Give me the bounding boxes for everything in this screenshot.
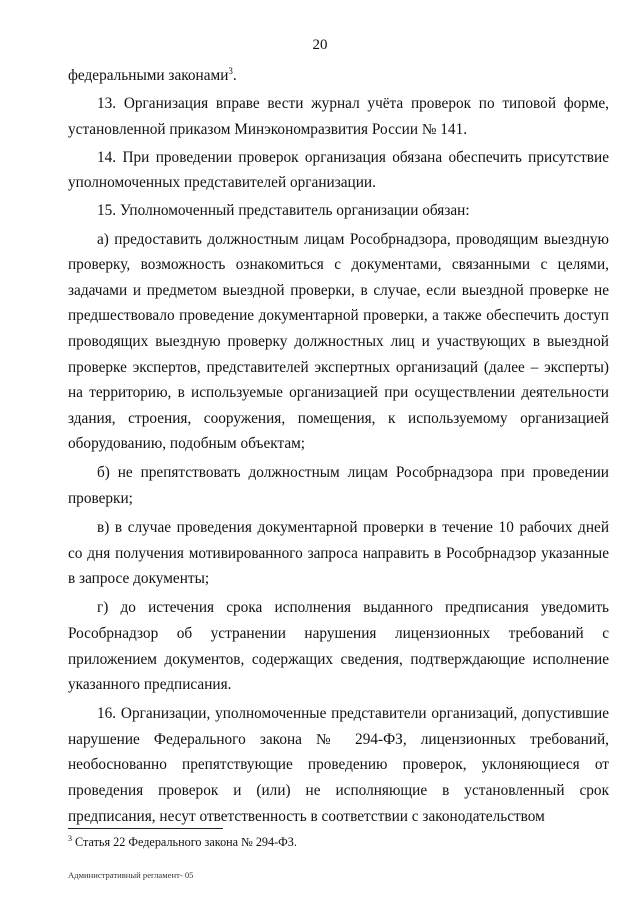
footnote-divider: [68, 828, 223, 829]
document-body: [68, 63, 609, 829]
paragraph-15d: г) до истечения срока исполнения выданного предписания уведомить Рособрнадзор об устранении нарушения лицензионных требований с приложением документов, содержащих сведения, подтверждающие исполнение указанного предписания.: [68, 599, 609, 694]
document-footer: Административный регламент- 05: [68, 870, 194, 880]
paragraph-16: 16. Организации, уполномоченные представители организаций, допустившие нарушение Федерального закона № 294-ФЗ, лицензионных требований, необоснованно препятствующие проведению проверок, уклоняющиеся от проведения проверок и (или) не исполняющие в установленный срок предписания, несут ответственность в соответствии с законодательством: [68, 705, 609, 825]
paragraph-15a: а) предоставить должностным лицам Рособрнадзора, проводящим выездную проверку, возможность ознакомиться с документами, связанными с целями, задачами и предметом выездной проверки, в случае, если выездной проверке не предшествовало проведение документарной проверки, а также обеспечить доступ проводящих выездную проверку должностных лиц и участвующих в выездной проверке экспертов, представителей экспертных организаций (далее – эксперты) на территорию, в используемые организацией при осуществлении деятельности здания, строения, сооружения, помещения, к используемому организацией оборудованию, подобным объектам;: [68, 230, 609, 453]
paragraph-15c: в) в случае проведения документарной проверки в течение 10 рабочих дней со дня получения мотивированного запроса направить в Рособрнадзор указанные в запросе документы;: [68, 519, 609, 588]
paragraph-13: 13. Организация вправе вести журнал учёта проверок по типовой форме, установленной приказом Минэкономразвития России № 141.: [68, 95, 609, 138]
paragraph-14: 14. При проведении проверок организация обязана обеспечить присутствие уполномоченных представителей организации.: [68, 148, 609, 192]
paragraph-15: 15. Уполномоченный представитель организации обязан:: [97, 202, 470, 220]
footnote-marker: 3: [68, 834, 72, 843]
paragraph-15b: б) не препятствовать должностным лицам Рособрнадзора при проведении проверки;: [68, 464, 609, 507]
page-number: 20: [312, 37, 328, 53]
footnote-text: Статья 22 Федерального закона № 294-ФЗ.: [75, 835, 297, 849]
paragraph-continuation: [68, 63, 609, 89]
footnote-reference: 3: [228, 66, 233, 76]
paragraph-trail: .: [232, 67, 237, 84]
footnote: [68, 834, 297, 850]
paragraph-text: федеральными законами: [68, 67, 229, 84]
